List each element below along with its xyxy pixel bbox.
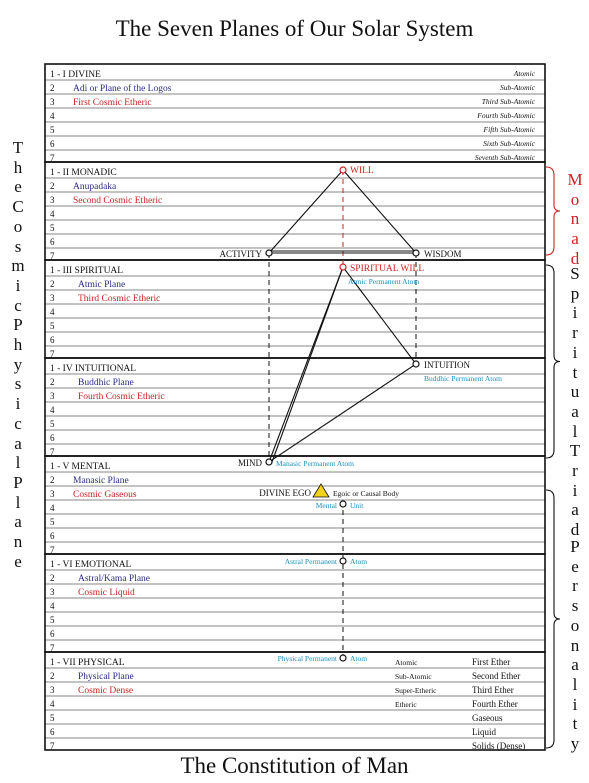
- row-number: 6: [50, 237, 55, 247]
- node-phys-circle: [340, 655, 346, 661]
- matter-state-label: Third Ether: [472, 685, 514, 695]
- row-number: 5: [50, 615, 55, 625]
- subplane-name: Third Cosmic Etheric: [78, 294, 161, 304]
- astral-atom-label: Atom: [350, 557, 368, 566]
- atmic-atom-label: Atmic Permanent Atom: [348, 277, 420, 286]
- bottom-title: The Constitution of Man: [180, 753, 409, 778]
- plane-title: 1 - III SPIRITUAL: [50, 266, 124, 276]
- monad-brace: [546, 167, 560, 255]
- plane-section: [45, 456, 545, 554]
- page-title: The Seven Planes of Our Solar System: [115, 16, 474, 41]
- physical-atom-label: Physical Permanent: [277, 654, 337, 663]
- row-number: 2: [50, 377, 55, 387]
- row-number: 5: [50, 517, 55, 527]
- subplane-name: Fourth Cosmic Etheric: [78, 392, 165, 402]
- row-number: 4: [50, 111, 55, 121]
- subplane-name: Astral/Kama Plane: [78, 574, 151, 584]
- row-number: 7: [50, 643, 55, 653]
- node-wis-circle: [413, 250, 419, 256]
- row-number: 4: [50, 307, 55, 317]
- vertical-word: P h y s i c a l: [13, 315, 23, 473]
- subatomic-label: Sub-Atomic: [500, 83, 535, 92]
- matter-state-label: Fourth Ether: [472, 699, 518, 709]
- row-number: 5: [50, 125, 55, 135]
- triad-triangle: [269, 267, 416, 462]
- plane-section: [45, 64, 545, 162]
- vertical-word: P e r s o n a l i t y: [570, 537, 580, 754]
- node-sw-circle: [340, 264, 346, 270]
- plane-title: 1 - V MENTAL: [50, 462, 111, 472]
- row-number: 7: [50, 349, 55, 359]
- personality-label: [565, 537, 585, 754]
- subatomic-label: Seventh Sub-Atomic: [474, 153, 535, 162]
- row-number: 3: [50, 97, 55, 107]
- personality-brace: [546, 490, 560, 748]
- vertical-word: T r i a d: [569, 441, 581, 540]
- ether-label: Super-Etheric: [395, 686, 437, 695]
- wisdom-label: WISDOM: [424, 249, 462, 259]
- row-number: 7: [50, 447, 55, 457]
- matter-state-label: Gaseous: [472, 713, 503, 723]
- vertical-word: C o s m i c: [11, 197, 25, 315]
- subplane-name: First Cosmic Etheric: [73, 98, 152, 108]
- row-number: 7: [50, 741, 55, 751]
- node-intu-circle: [413, 361, 419, 367]
- row-number: 3: [50, 587, 55, 597]
- mind-label: MIND: [238, 458, 262, 468]
- monad-label: [565, 170, 585, 269]
- triad-inner-line: [272, 267, 343, 462]
- spiritual-will-label: SPIRITUAL WILL: [350, 264, 425, 274]
- divine-ego-label: DIVINE EGO: [259, 488, 311, 498]
- buddhic-atom-label: Buddhic Permanent Atom: [424, 374, 502, 383]
- plane-title: 1 - I DIVINE: [50, 70, 101, 80]
- row-number: 5: [50, 419, 55, 429]
- node-act-circle: [266, 250, 272, 256]
- row-number: 4: [50, 405, 55, 415]
- mental-unit-label: Mental: [315, 501, 337, 510]
- spiritual-triad-brace: [546, 265, 560, 458]
- subplane-name: Physical Plane: [78, 672, 134, 682]
- row-number: 7: [50, 251, 55, 261]
- vertical-word: S p i r i t u a l: [570, 264, 580, 441]
- subplane-name: Cosmic Liquid: [78, 588, 135, 598]
- subatomic-label: Atomic: [513, 69, 535, 78]
- will-label: WILL: [350, 166, 374, 176]
- row-number: 2: [50, 83, 55, 93]
- subplane-name: Manasic Plane: [73, 476, 129, 486]
- row-number: 5: [50, 223, 55, 233]
- row-number: 2: [50, 181, 55, 191]
- matter-state-label: First Ether: [472, 657, 511, 667]
- row-number: 2: [50, 573, 55, 583]
- row-number: 3: [50, 489, 55, 499]
- subatomic-label: Fourth Sub-Atomic: [477, 111, 535, 120]
- row-number: 3: [50, 391, 55, 401]
- cosmic-physical-plane-label: [8, 138, 28, 571]
- row-number: 4: [50, 699, 55, 709]
- mental-unit-circle: [340, 501, 346, 507]
- row-number: 6: [50, 531, 55, 541]
- row-number: 2: [50, 475, 55, 485]
- plane-title: 1 - VI EMOTIONAL: [50, 560, 132, 570]
- spiritual-triad-label: [565, 264, 585, 540]
- causal-body-label: Egoic or Causal Body: [333, 489, 400, 498]
- row-number: 6: [50, 433, 55, 443]
- plane-title: 1 - VII PHYSICAL: [50, 658, 125, 668]
- physical-atom-label: Atom: [350, 654, 368, 663]
- subplane-name: Adi or Plane of the Logos: [73, 84, 172, 94]
- row-number: 4: [50, 209, 55, 219]
- subplane-name: Cosmic Gaseous: [73, 490, 137, 500]
- subplane-name: Anupadaka: [73, 182, 117, 192]
- row-number: 7: [50, 153, 55, 163]
- row-number: 3: [50, 685, 55, 695]
- row-number: 5: [50, 713, 55, 723]
- subplane-name: Cosmic Dense: [78, 686, 134, 696]
- node-will-circle: [340, 167, 346, 173]
- subplane-name: Second Cosmic Etheric: [73, 196, 163, 206]
- row-number: 6: [50, 727, 55, 737]
- subatomic-label: Fifth Sub-Atomic: [483, 125, 535, 134]
- vertical-word: P l a n e: [13, 472, 23, 571]
- row-number: 4: [50, 601, 55, 611]
- subatomic-label: Sixth Sub-Atomic: [483, 139, 535, 148]
- ether-label: Sub-Atomic: [395, 672, 432, 681]
- matter-state-label: Second Ether: [472, 671, 521, 681]
- row-number: 5: [50, 321, 55, 331]
- row-number: 6: [50, 629, 55, 639]
- subplane-name: Buddhic Plane: [78, 378, 134, 388]
- subplane-name: Atmic Plane: [78, 280, 126, 290]
- subatomic-label: Third Sub-Atomic: [481, 97, 535, 106]
- vertical-word: T h e: [12, 138, 24, 197]
- intuition-label: INTUITION: [424, 360, 470, 370]
- node-astral-circle: [340, 558, 346, 564]
- astral-atom-label: Astral Permanent: [284, 557, 337, 566]
- manasic-atom-label: Manasic Permanent Atom: [276, 459, 354, 468]
- mental-unit-label: Unit: [350, 501, 364, 510]
- node-mind-circle: [266, 459, 272, 465]
- matter-state-label: Solids (Dense): [472, 741, 526, 751]
- row-number: 3: [50, 293, 55, 303]
- matter-state-label: Liquid: [472, 727, 496, 737]
- plane-title: 1 - IV INTUITIONAL: [50, 364, 137, 374]
- activity-label: ACTIVITY: [219, 249, 262, 259]
- row-number: 3: [50, 195, 55, 205]
- row-number: 2: [50, 279, 55, 289]
- ether-label: Etheric: [395, 700, 417, 709]
- plane-section: [45, 162, 545, 260]
- plane-title: 1 - II MONADIC: [50, 168, 117, 178]
- row-number: 6: [50, 139, 55, 149]
- row-number: 7: [50, 545, 55, 555]
- vertical-word: M o n a d: [567, 170, 583, 268]
- row-number: 6: [50, 335, 55, 345]
- row-number: 4: [50, 503, 55, 513]
- ether-label: Atomic: [395, 658, 418, 667]
- row-number: 2: [50, 671, 55, 681]
